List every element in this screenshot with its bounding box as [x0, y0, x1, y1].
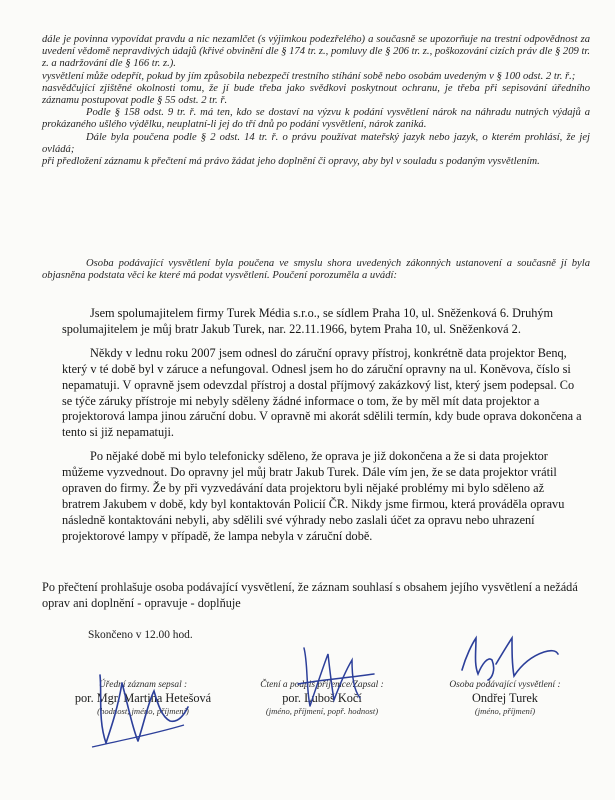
signature-role: Čtení a podpis přijemce/Zapsal : — [260, 680, 384, 690]
legal-para-language: Dále byla poučena podle § 2 odst. 14 tr. ř. o právu používat mateřský jazyk nebo jazyk, o kterém prohlásí, že jej ovládá; — [42, 131, 590, 155]
legal-para-review: při předložení záznamu k přečtení má právo žádat jeho doplnění či opravy, aby byl v souladu s podaným vysvětlením. — [42, 156, 540, 168]
legal-line-2: vysvětlení může odepřít, pokud by jím způsobila nebezpečí trestního stíhání sobě nebo osobám uvedeným v § 100 odst. 2 tr. ř.; — [42, 70, 576, 82]
legal-line-1: dále je povinna vypovídat pravdu a nic nezamlčet (s výjimkou podezřelého) a současně se upozorňuje na trestní odpovědnost za uvedení vědomě nepravdivých údajů (křivé obvinění dle § 174 tr. z., pomluvy dle § 206 tr. z., poškozování cizích práv dle § 209 tr. z. a nadržování dle § 166 tr. z.). — [42, 34, 590, 70]
closing-declaration — [42, 579, 590, 611]
signature-role: Úřední záznam sepsal : — [98, 680, 188, 690]
signature-block-recorder — [58, 680, 228, 716]
statement-paragraph: Jsem spolumajitelem firmy Turek Média s.r.o., se sídlem Praha 10, ul. Sněženková 6. Druhým spolumajitelem je můj bratr Jakub Turek, nar. 22.11.1966, bytem Praha 10, ul. Sněženková 2. — [62, 306, 554, 336]
closing-text: Po přečtení prohlašuje osoba podávající vysvětlení, že záznam souhlasí s obsahem jejího vysvětlení a nežádá oprav ani doplnění - opravuje - doplňuje — [42, 580, 578, 610]
statement-body — [62, 306, 582, 553]
signature-name: Ondřej Turek — [472, 691, 538, 705]
signature-note: (jméno, příjmení) — [474, 706, 536, 716]
end-time: Skončeno v 12.00 hod. — [88, 629, 193, 641]
signature-note: (hodnost, jméno, příjmení) — [97, 706, 189, 716]
instruction-summary — [42, 258, 590, 282]
signature-name: por. Luboš Kočí — [282, 691, 362, 705]
legal-instructions — [42, 34, 590, 168]
signature-name: por. Mgr. Martina Hetešová — [74, 691, 212, 705]
statement-paragraph: Po nějaké době mi bylo telefonicky sděleno, že oprava je již dokončena a že si data projektor můžeme vyzvednout. Do opravny jel můj bratr Jakub Turek. Dále vím jen, že se data projektor vrátil opraven do firmy. Že by při vyzvedávání data projektoru byli nějaké problémy mi bylo sděleno až bratrem Jakubem v době, kdy byl kontaktován Policií ČR. Nikdy jsme firmou, která prováděla opravu následně kontaktováni nebyli, aby sdělili své výhrady nebo zaslali účet za opravu nebo uhrazení projektorové lampy v případě, že lampa nebyla v záruční době. — [62, 449, 565, 543]
instructed-text: Osoba podávající vysvětlení byla poučena ve smyslu shora uvedených zákonných ustanovení a současně jí byla objasněna podstata věci ke které má podat vysvětlení. Poučení porozuměla a uvádí: — [42, 258, 590, 282]
signature-role: Osoba podávající vysvětlení : — [449, 680, 561, 690]
legal-para-158: Podle § 158 odst. 9 tr. ř. má ten, kdo se dostaví na výzvu k podání vysvětlení nárok na náhradu nutných výdajů a prokázaného ušlého výdělku, neuplatní-li jej do tří dnů po podání vysvětlení, nárok zaniká. — [42, 107, 590, 131]
signature-block-witness — [430, 680, 580, 716]
statement-paragraph: Někdy v lednu roku 2007 jsem odnesl do záruční opravy přístroj, konkrétně data projektor Benq, který v té době byl v záruce a nefungoval. Odnesl jsem ho do záruční opravny na ul. Koněvova, číslo si nepamatuji. V opravně jsem odevzdal přístroj a dostal příjmový zakázkový list, který jsem podepsal. Co se týče záruky přístroje mi nebyly sděleny žádné informace o tom, že by měl mít data projektor a projektorová lampa jinou záruční dobu. V opravně mi akorát sdělili termín, kdy bude oprava dokončena a tento si již nepamatuji. — [62, 345, 582, 440]
signature-block-reader — [247, 680, 397, 716]
signature-note: (jméno, příjmení, popř. hodnost) — [265, 706, 379, 716]
legal-line-3: nasvědčující zjištěné okolnosti tomu, že jí bude třeba jako svědkovi poskytnout ochranu, je třeba při sepisování úředního záznamu postupovat podle § 55 odst. 2 tr. ř. — [42, 82, 590, 107]
